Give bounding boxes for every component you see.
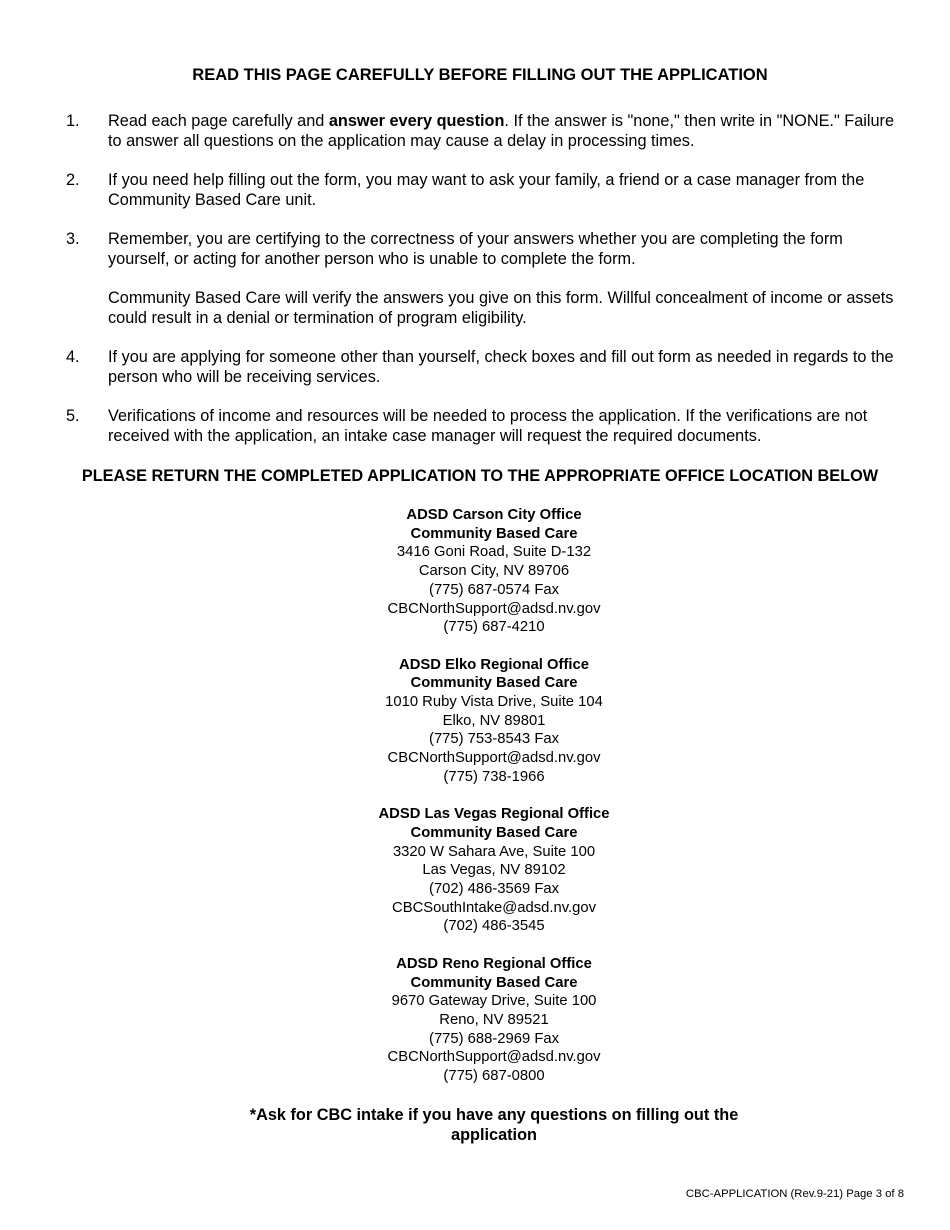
instruction-text-after: . If the answer is "none," then write in "NONE." Failure to answer all questions on the application may cause a delay in processing times. <box>108 112 895 150</box>
instruction-paragraph: Remember, you are certifying to the correctness of your answers whether you are completing the form yourself, or acting for another person who is unable to complete the form. <box>108 230 843 268</box>
office-name: ADSD Elko Regional Office <box>399 656 589 673</box>
page-footer: CBC-APPLICATION (Rev.9-21) Page 3 of 8 <box>685 1188 904 1200</box>
instruction-paragraph: If you are applying for someone other than yourself, check boxes and fill out form as needed in regards to the person who will be receiving services. <box>108 348 894 386</box>
office-city: Reno, NV 89521 <box>439 1011 549 1028</box>
office-email: CBCNorthSupport@adsd.nv.gov <box>387 750 601 767</box>
office-carson-city <box>344 506 644 637</box>
instruction-item-5 <box>66 406 896 446</box>
instruction-item-2 <box>66 170 896 210</box>
instruction-text <box>108 111 896 151</box>
instruction-text-before: Read each page carefully and <box>108 112 329 130</box>
instruction-number: 1. <box>66 112 80 130</box>
office-las-vegas <box>344 805 644 936</box>
instruction-bold-text: answer every question <box>328 112 505 130</box>
instruction-item-3 <box>66 229 896 328</box>
instruction-item-4 <box>66 347 896 387</box>
instruction-text <box>108 229 896 328</box>
office-street: 9670 Gateway Drive, Suite 100 <box>391 993 597 1010</box>
instruction-number: 3. <box>66 230 80 248</box>
page-title: READ THIS PAGE CAREFULLY BEFORE FILLING OUT THE APPLICATION <box>192 66 768 84</box>
office-city: Elko, NV 89801 <box>442 712 546 729</box>
office-fax: (702) 486-3569 Fax <box>429 881 559 898</box>
instruction-item-1 <box>66 111 896 151</box>
office-city: Las Vegas, NV 89102 <box>422 862 566 879</box>
office-fax: (775) 688-2969 Fax <box>429 1030 559 1047</box>
office-unit: Community Based Care <box>410 974 578 991</box>
instruction-number: 2. <box>66 171 80 189</box>
return-heading: PLEASE RETURN THE COMPLETED APPLICATION TO THE APPROPRIATE OFFICE LOCATION BELOW <box>81 467 879 485</box>
office-street: 3416 Goni Road, Suite D-132 <box>396 544 592 561</box>
instruction-text <box>108 347 896 387</box>
instruction-paragraph: Verifications of income and resources will be needed to process the application. If the verifications are not received with the application, an intake case manager will request the required documents. <box>108 407 868 445</box>
office-phone: (702) 486-3545 <box>443 918 545 935</box>
office-email: CBCSouthIntake@adsd.nv.gov <box>392 899 596 916</box>
office-email: CBCNorthSupport@adsd.nv.gov <box>387 600 601 617</box>
office-street: 1010 Ruby Vista Drive, Suite 104 <box>385 694 603 711</box>
office-name: ADSD Las Vegas Regional Office <box>378 806 610 823</box>
office-name: ADSD Reno Regional Office <box>396 955 592 972</box>
office-city: Carson City, NV 89706 <box>418 563 570 580</box>
office-fax: (775) 687-0574 Fax <box>429 581 559 598</box>
office-unit: Community Based Care <box>410 525 578 542</box>
instruction-text <box>108 170 896 210</box>
instruction-paragraph-2: Community Based Care will verify the answers you give on this form. Willful concealment of income or assets could result in a denial or termination of program eligibility. <box>108 289 894 327</box>
office-phone: (775) 687-4210 <box>443 619 545 636</box>
office-elko <box>344 656 644 787</box>
office-street: 3320 W Sahara Ave, Suite 100 <box>392 843 596 860</box>
office-name: ADSD Carson City Office <box>406 507 582 523</box>
instruction-number: 4. <box>66 348 80 366</box>
office-list <box>344 506 644 1104</box>
office-email: CBCNorthSupport@adsd.nv.gov <box>387 1049 601 1066</box>
intake-note: *Ask for CBC intake if you have any questions on filling out the application <box>249 1106 739 1144</box>
office-unit: Community Based Care <box>410 675 578 692</box>
office-fax: (775) 753-8543 Fax <box>429 731 559 748</box>
office-phone: (775) 738-1966 <box>443 768 545 785</box>
instructions-list <box>66 111 896 465</box>
instruction-paragraph: If you need help filling out the form, you may want to ask your family, a friend or a case manager from the Community Based Care unit. <box>108 171 865 209</box>
office-unit: Community Based Care <box>410 824 578 841</box>
office-reno <box>344 955 644 1086</box>
instruction-text <box>108 406 896 446</box>
office-phone: (775) 687-0800 <box>443 1068 545 1085</box>
instruction-number: 5. <box>66 407 80 425</box>
